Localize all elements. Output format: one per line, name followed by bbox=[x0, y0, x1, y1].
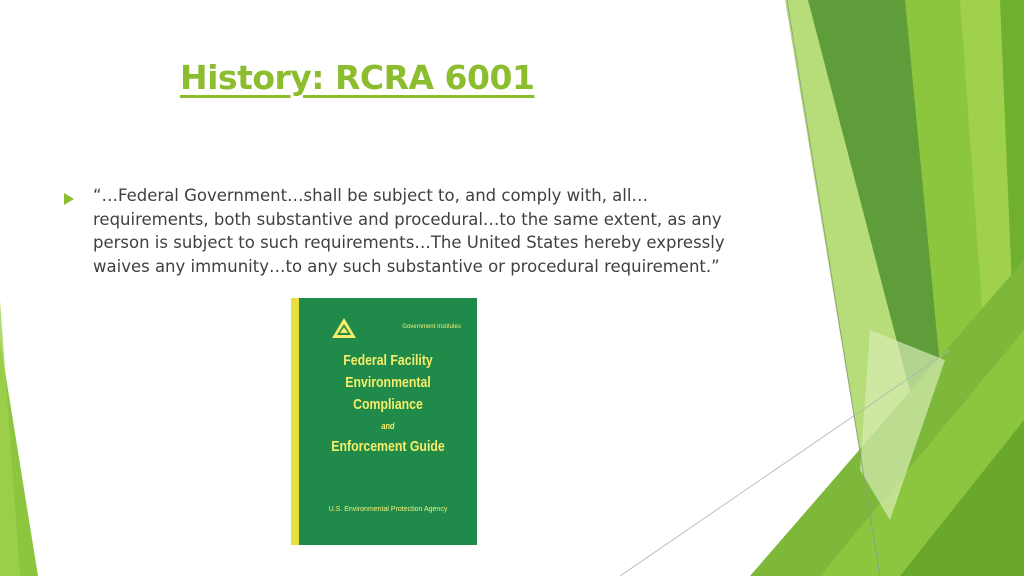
slide-title: History: RCRA 6001 bbox=[180, 58, 535, 97]
book-title bbox=[315, 350, 461, 458]
book-title-line: Environmental bbox=[345, 374, 431, 391]
pyramid-logo-icon bbox=[331, 317, 357, 339]
book-title-line: Federal Facility bbox=[343, 352, 433, 369]
book-publisher: Government Institutes bbox=[402, 324, 461, 330]
book-title-line: Enforcement Guide bbox=[331, 438, 445, 455]
book-cover-image bbox=[291, 298, 477, 545]
triangle-bullet-icon bbox=[64, 193, 74, 205]
bullet-text: “…Federal Government…shall be subject to, and comply with, all…requirements, both substantive and procedural…to the same extent, as any person is subject to such requirements…The United States hereby expressly waives any immunity…to any such substantive or procedural requirement.” bbox=[93, 186, 725, 276]
book-title-connector: and bbox=[381, 421, 395, 431]
book-title-line: Compliance bbox=[353, 396, 423, 413]
book-agency: U.S. Environmental Protection Agency bbox=[328, 506, 448, 513]
